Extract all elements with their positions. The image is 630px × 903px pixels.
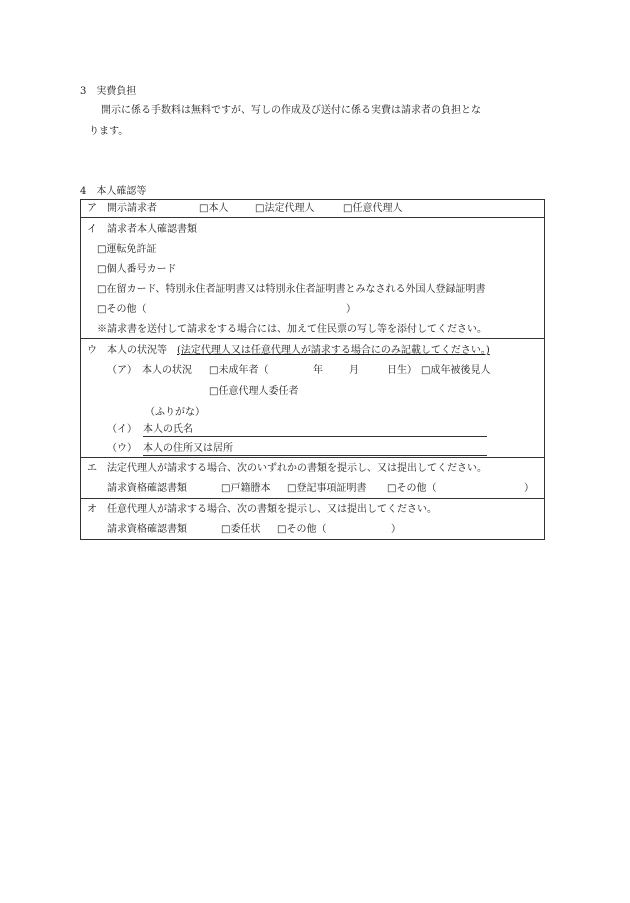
- minor-birth-month: 月: [349, 365, 359, 376]
- row-requester-cell: [81, 200, 545, 218]
- voluntary-agent-doc-other-close: ）: [391, 524, 401, 535]
- row-requester-id-docs-cell: [81, 218, 545, 339]
- id-doc-drivers-license[interactable]: □運転免許証: [97, 244, 157, 255]
- legal-agent-docs-label: エ 法定代理人が請求する場合、次のいずれかの書類を提示し、又は提出してください。: [87, 463, 487, 474]
- requester-option-voluntary-agent[interactable]: □任意代理人: [343, 203, 403, 214]
- requester-option-legal-agent[interactable]: □法定代理人: [255, 203, 315, 214]
- principal-name-field[interactable]: [143, 436, 487, 437]
- requester-label: ア 開示請求者: [87, 203, 157, 214]
- section4-heading: 4 本人確認等: [80, 186, 147, 197]
- principal-name-label: 本人の氏名: [143, 424, 193, 435]
- legal-agent-qualification-label: 請求資格確認書類: [107, 483, 187, 494]
- voluntary-agent-doc-power-of-attorney[interactable]: □委任状: [221, 524, 261, 535]
- row-principal-status: [81, 339, 545, 458]
- principal-address-label: 本人の住所又は居所: [143, 443, 233, 454]
- id-doc-my-number-card[interactable]: □個人番号カード: [97, 264, 177, 275]
- row-requester: [81, 200, 545, 218]
- furigana-label: （ふりがな）: [145, 407, 205, 418]
- principal-status-label: ウ 本人の状況等: [87, 345, 167, 356]
- id-doc-other-close: ）: [346, 304, 356, 315]
- row-principal-status-cell: [81, 339, 545, 458]
- section3-paragraph-line2: ります。: [89, 126, 129, 137]
- principal-address-field[interactable]: [143, 455, 487, 456]
- voluntary-agent-docs-label: オ 任意代理人が請求する場合、次の書類を提示し、又は提出してください。: [87, 504, 437, 515]
- section3-paragraph-line1: 開示に係る手数料は無料ですが、写しの作成及び送付に係る実費は請求者の負担とな: [101, 105, 481, 116]
- legal-agent-doc-family-register[interactable]: □戸籍謄本: [221, 483, 271, 494]
- row-voluntary-agent-docs: [81, 499, 545, 540]
- row-voluntary-agent-docs-cell: [81, 499, 545, 540]
- legal-agent-doc-registry-certificate[interactable]: □登記事項証明書: [287, 483, 367, 494]
- row-legal-agent-docs-cell: [81, 458, 545, 499]
- minor-birth-year: 年: [313, 365, 323, 376]
- principal-address-index: （ウ）: [107, 443, 137, 454]
- principal-name-index: （イ）: [107, 424, 137, 435]
- legal-agent-doc-other[interactable]: □その他（: [387, 483, 437, 494]
- section3-heading: 3 実費負担: [80, 86, 137, 97]
- id-doc-residence-card[interactable]: □在留カード、特別永住者証明書又は特別永住者証明書とみなされる外国人登録証明書: [97, 284, 486, 295]
- minor-birth-day: 日生）: [387, 365, 417, 376]
- row-requester-id-docs: [81, 218, 545, 339]
- identity-verification-table: [80, 199, 545, 540]
- status-option-adult-ward[interactable]: □成年被後見人: [421, 365, 491, 376]
- principal-status-note: (法定代理人又は任意代理人が請求する場合にのみ記載してください。): [177, 345, 490, 356]
- id-doc-other[interactable]: □その他（: [97, 304, 147, 315]
- requester-option-self[interactable]: □本人: [199, 203, 229, 214]
- legal-agent-doc-other-close: ）: [524, 483, 534, 494]
- id-docs-label: イ 請求者本人確認書類: [87, 224, 197, 235]
- row-legal-agent-docs: [81, 458, 545, 499]
- voluntary-agent-doc-other[interactable]: □その他（: [277, 524, 327, 535]
- status-option-delegator[interactable]: □任意代理人委任者: [209, 386, 299, 397]
- principal-condition-label: （ア） 本人の状況: [107, 365, 192, 376]
- voluntary-agent-qualification-label: 請求資格確認書類: [107, 524, 187, 535]
- id-docs-mail-note: ※請求書を送付して請求をする場合には、加えて住民票の写し等を添付してください。: [97, 324, 487, 335]
- status-option-minor[interactable]: □未成年者（: [209, 365, 269, 376]
